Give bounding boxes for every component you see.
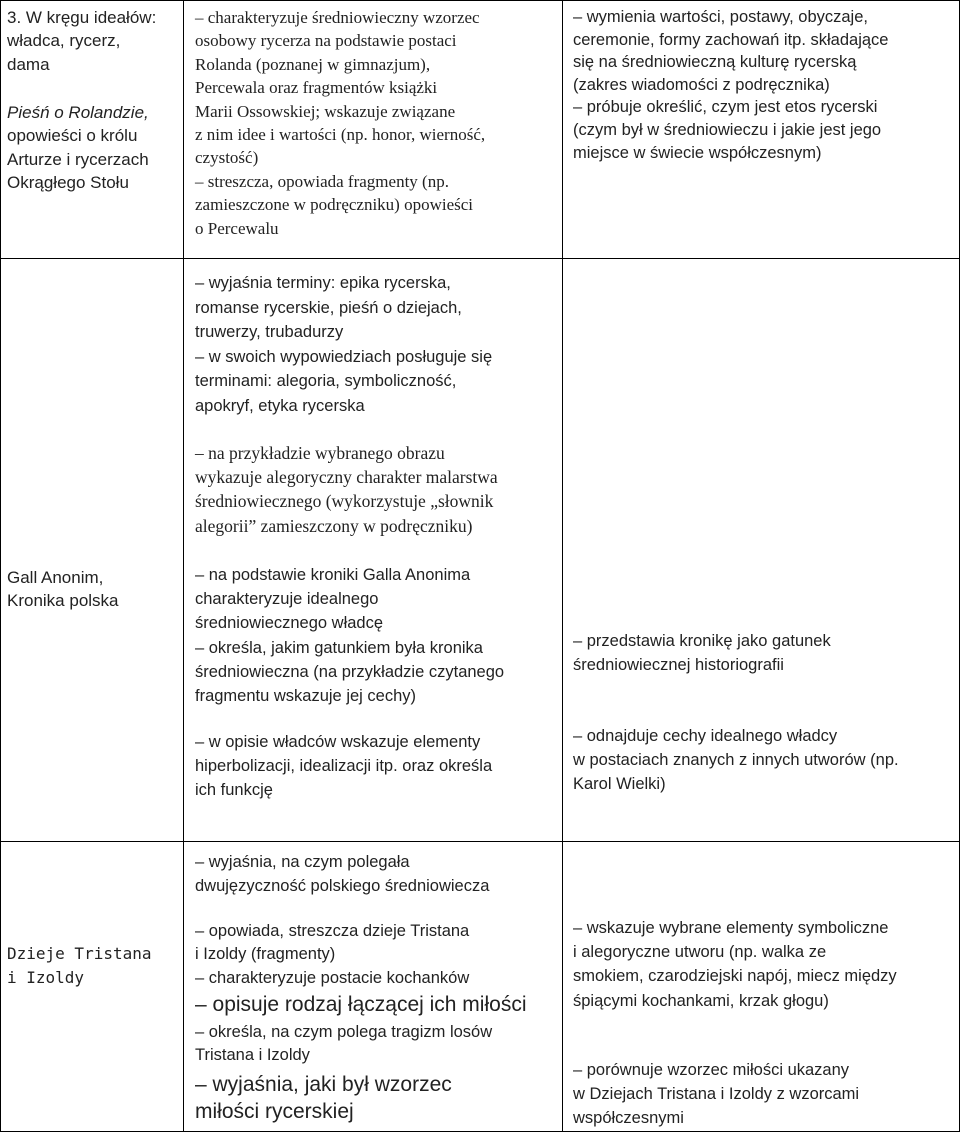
tristan-skills-main: – opowiada, streszcza dzieje Tristana i Izoldy (fragmenty) – charakteryzuje postacie kochanków [195, 922, 470, 987]
column-divider-2 [562, 0, 563, 1132]
work-title-gall: Gall Anonim, Kronika polska [7, 568, 119, 611]
column-divider-1 [183, 0, 184, 1132]
tristan-skill-love-pattern: – wyjaśnia, jaki był wzorzec miłości rycerskiej [195, 1073, 452, 1123]
row3-skills-block-1: – charakteryzuje średniowieczny wzorzec osobowy rycerza na podstawie postaci Rolanda (poznanej w gimnazjum), Percewala oraz fragmentów książki Marii Ossowskiej; wskazuje związane z nim idee i wartości (np. honor, wierność, czystość) – streszcza, opowiada fragmenty (np. zamieszczone w podręczniku) opowieści o Percewalu [195, 8, 486, 238]
gall-advanced-block-2: – odnajduje cechy idealnego władcy w postaciach znanych z innych utworów (np. Karol Wielki) [573, 727, 899, 794]
tristan-skills-tragedy: – określa, na czym polega tragizm losów Tristana i Izoldy [195, 1023, 493, 1065]
row3-skills-block-2: – wyjaśnia terminy: epika rycerska, romanse rycerskie, pieśń o dziejach, truwerzy, trubadurzy – w swoich wypowiedziach posługuje się terminami: alegoria, symboliczność, apokryf, etyka rycerska [195, 274, 493, 415]
row-divider-1 [0, 258, 960, 259]
table-border-top [0, 0, 960, 1]
section-works: Pieśń o Rolandzie, opowieści o królu Arturze i rycerzach Okrągłego Stołu [7, 103, 149, 193]
tristan-advanced-block-2: – porównuje wzorzec miłości ukazany w Dziejach Tristana i Izoldy z wzorcami współczesnymi [573, 1061, 860, 1128]
table-border-left [0, 0, 1, 1132]
gall-skills-block-2: – w opisie władców wskazuje elementy hiperbolizacji, idealizacji itp. oraz określa ich funkcję [195, 733, 493, 800]
row3-skills-block-3: – na przykładzie wybranego obrazu wykazuje alegoryczny charakter malarstwa średniowiecznego (wykorzystuje „słownik alegorii” zamieszczony w podręczniku) [195, 443, 498, 536]
gall-skills-block-1: – na podstawie kroniki Galla Anonima charakteryzuje idealnego średniowiecznego władcę – określa, jakim gatunkiem była kronika średniowieczna (na przykładzie czytanego fragmentu wskazuje jej cechy) [195, 566, 505, 706]
section-heading: 3. W kręgu ideałów: władca, rycerz, dama [7, 8, 157, 74]
row-divider-2 [0, 841, 960, 842]
tristan-skill-love-type: – opisuje rodzaj łączącej ich miłości [195, 993, 527, 1016]
work-title-tristan: Dzieje Tristana i Izoldy [7, 944, 152, 987]
row3-advanced-skills: – wymienia wartości, postawy, obyczaje, ceremonie, formy zachowań itp. składające się na średniowieczną kulturę rycerską (zakres wiadomości z podręcznika) – próbuje określić, czym jest etos rycerski (czym był w średniowieczu i jakie jest jego miejsce w świecie współczesnym) [573, 8, 889, 162]
tristan-skills-intro: – wyjaśnia, na czym polegała dwujęzyczność polskiego średniowiecza [195, 853, 490, 896]
gall-advanced-block-1: – przedstawia kronikę jako gatunek średniowiecznej historiografii [573, 632, 831, 675]
tristan-advanced-block-1: – wskazuje wybrane elementy symboliczne i alegoryczne utworu (np. walka ze smokiem, czarodziejski napój, miecz między śpiącymi kochankami, krzak głogu) [573, 919, 897, 1010]
